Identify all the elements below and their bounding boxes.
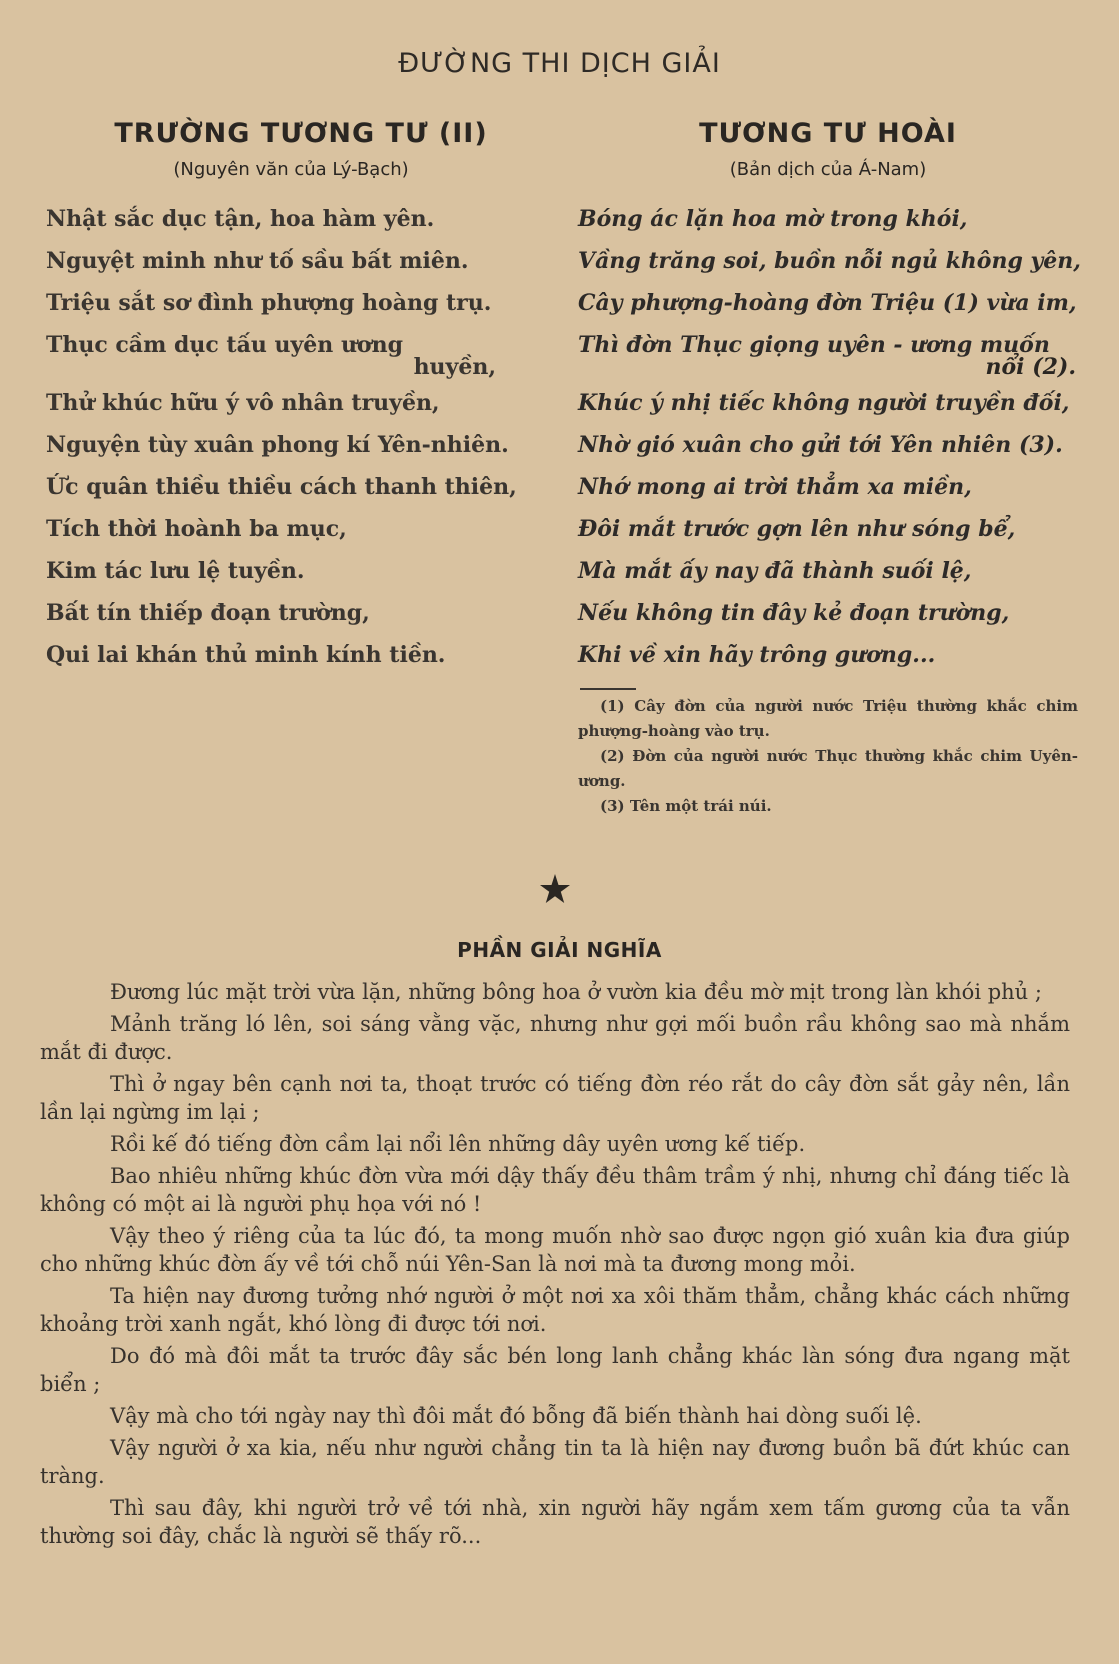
- poem-line: Bóng ác lặn hoa mờ trong khói,: [578, 206, 968, 232]
- poem-line: Thử khúc hữu ý vô nhân truyền,: [46, 390, 440, 416]
- translation-poem-verses: [578, 198, 1081, 676]
- explanation-paragraph: Đương lúc mặt trời vừa lặn, những bông hoa ở vườn kia đều mờ mịt trong làn khói phủ ;: [110, 980, 1042, 1004]
- explanation-body: [40, 978, 1070, 1554]
- poem-line: Nhớ mong ai trời thẳm xa miền,: [578, 474, 972, 500]
- poem-line: Bất tín thiếp đoạn trường,: [46, 600, 370, 626]
- poem-line: Qui lai khán thủ minh kính tiền.: [46, 642, 446, 668]
- poem-line: Nhật sắc dục tận, hoa hàm yên.: [46, 206, 435, 232]
- explanation-paragraph: Ta hiện nay đương tưởng nhớ người ở một nơi xa xôi thăm thẳm, chẳng khác cách những khoảng trời xanh ngắt, khó lòng đi được tới nơi.: [40, 1284, 1070, 1336]
- footnote: (1) Cây đờn của người nước Triệu thường khắc chim phượng-hoàng vào trụ.: [578, 697, 1078, 740]
- poem-line-continuation: nổi (2).: [985, 354, 1076, 380]
- explanation-paragraph: Vậy mà cho tới ngày nay thì đôi mắt đó bỗng đã biến thành hai dòng suối lệ.: [110, 1404, 922, 1428]
- poem-line: Thục cầm dục tấu uyên ương: [46, 332, 403, 358]
- explanation-paragraph: Rồi kế đó tiếng đờn cầm lại nổi lên những dây uyên ương kế tiếp.: [110, 1132, 806, 1156]
- translation-poem-column: [578, 118, 1081, 819]
- explanation-paragraph: Do đó mà đôi mắt ta trước đây sắc bén long lanh chẳng khác làn sóng đưa ngang mặt biển ;: [40, 1344, 1070, 1396]
- poem-line: Đôi mắt trước gợn lên như sóng bể,: [578, 516, 1016, 542]
- poem-line: Triệu sắt sơ đình phượng hoàng trụ.: [46, 290, 492, 316]
- original-poem-subtitle: (Nguyên văn của Lý-Bạch): [173, 159, 409, 180]
- poem-line: Nguyệt minh như tố sầu bất miên.: [46, 248, 469, 274]
- original-poem-verses: [46, 198, 536, 676]
- poem-line: Tích thời hoành ba mục,: [46, 516, 347, 542]
- original-poem-column: [46, 118, 536, 676]
- poem-line: Kim tác lưu lệ tuyền.: [46, 558, 305, 584]
- explanation-paragraph: Vậy người ở xa kia, nếu như người chẳng tin ta là hiện nay đương buồn bã đứt khúc can tràng.: [40, 1436, 1070, 1488]
- poem-line: Ức quân thiều thiều cách thanh thiên,: [46, 474, 517, 500]
- page-header-title: ĐƯỜNG THI DỊCH GIẢI: [398, 48, 721, 79]
- poem-line-continuation: huyền,: [413, 354, 496, 380]
- poem-line: Nhờ gió xuân cho gửi tới Yên nhiên (3).: [578, 432, 1063, 458]
- explanation-paragraph: Thì sau đây, khi người trở về tới nhà, xin người hãy ngắm xem tấm gương của ta vẫn thường soi đây, chắc là người sẽ thấy rõ...: [40, 1496, 1070, 1548]
- explanation-paragraph: Vậy theo ý riêng của ta lúc đó, ta mong muốn nhờ sao được ngọn gió xuân kia đưa giúp cho những khúc đờn ấy về tới chỗ núi Yên-San là nơi mà ta đương mong mỏi.: [40, 1224, 1070, 1276]
- explanation-paragraph: Bao nhiêu những khúc đờn vừa mới dậy thấy đều thâm trầm ý nhị, nhưng chỉ đáng tiếc là không có một ai là người phụ họa với nó !: [40, 1164, 1070, 1216]
- translation-poem-title: TƯƠNG TƯ HOÀI: [699, 118, 957, 149]
- poem-line: Khúc ý nhị tiếc không người truyền đối,: [578, 390, 1070, 416]
- star-ornament-icon: [538, 872, 572, 906]
- explanation-section-title: PHẦN GIẢI NGHĨA: [457, 938, 662, 962]
- footnote: (2) Đờn của người nước Thục thường khắc chim Uyên-ương.: [578, 747, 1078, 790]
- footnote: (3) Tên một trái núi.: [600, 797, 772, 815]
- poem-line: Nếu không tin đây kẻ đoạn trường,: [578, 600, 1010, 626]
- poem-line: Vầng trăng soi, buồn nỗi ngủ không yên,: [578, 248, 1081, 274]
- translation-poem-subtitle: (Bản dịch của Á-Nam): [729, 159, 927, 180]
- poem-line: Nguyện tùy xuân phong kí Yên-nhiên.: [46, 432, 509, 458]
- explanation-paragraph: Mảnh trăng ló lên, soi sáng vằng vặc, nhưng như gợi mối buồn rầu không sao mà nhắm mắt đi được.: [40, 1012, 1070, 1064]
- poem-line: Mà mắt ấy nay đã thành suối lệ,: [578, 558, 972, 584]
- poem-line: Khi về xin hãy trông gương...: [578, 642, 936, 668]
- footnote-divider: [580, 688, 636, 690]
- poem-line: Thì đờn Thục giọng uyên - ương muốn: [578, 332, 1050, 358]
- original-poem-title: TRƯỜNG TƯƠNG TƯ (II): [114, 118, 488, 149]
- explanation-paragraph: Thì ở ngay bên cạnh nơi ta, thoạt trước có tiếng đờn réo rắt do cây đờn sắt gảy nên, lần lần lại ngừng im lại ;: [40, 1072, 1070, 1124]
- footnotes: [578, 694, 1078, 819]
- poem-line: Cây phượng-hoàng đờn Triệu (1) vừa im,: [578, 290, 1077, 316]
